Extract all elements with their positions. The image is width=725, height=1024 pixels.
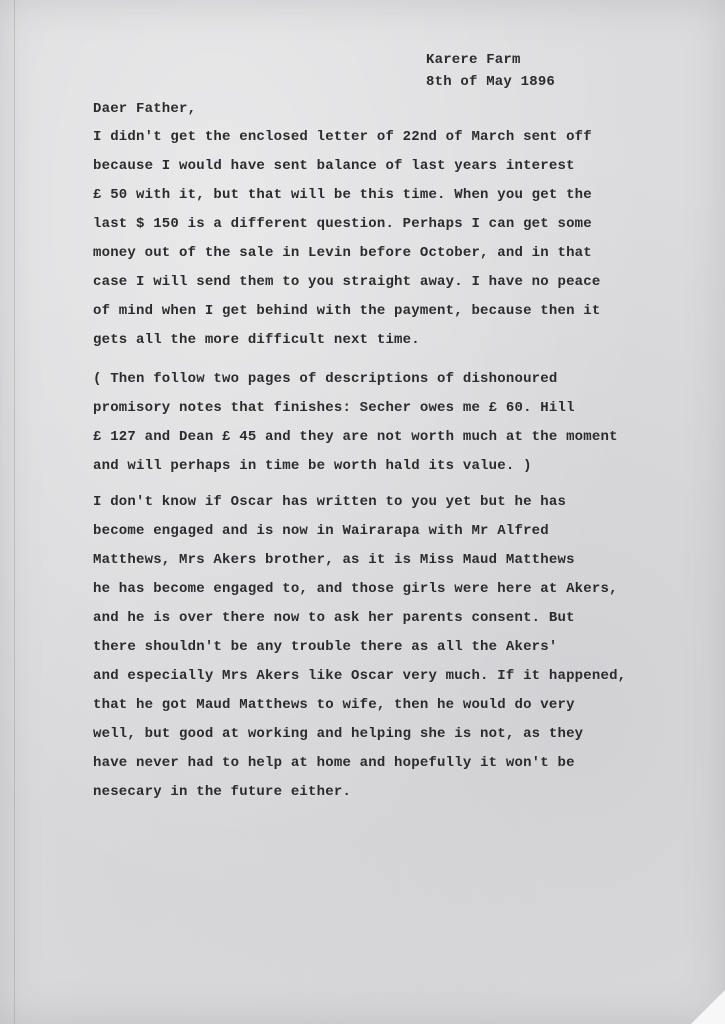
folded-corner — [691, 990, 725, 1024]
text-line: I don't know if Oscar has written to you yet but he has — [93, 494, 567, 510]
text-line: become engaged and is now in Wairarapa with Mr Alfred — [93, 523, 549, 539]
text-line: and he is over there now to ask her parents consent. But — [93, 610, 575, 626]
text-line: case I will send them to you straight away. I have no peace — [93, 274, 601, 290]
letter-date: 8th of May 1896 — [426, 74, 556, 90]
text-line: and will perhaps in time be worth hald its value. ) — [93, 458, 532, 474]
paragraph-3 — [93, 488, 626, 807]
page-fold-line — [14, 0, 15, 1024]
text-line: of mind when I get behind with the payment, because then it — [93, 303, 601, 319]
text-line: £ 50 with it, but that will be this time. When you get the — [93, 187, 592, 203]
text-line: that he got Maud Matthews to wife, then he would do very — [93, 697, 575, 713]
text-line: money out of the sale in Levin before October, and in that — [93, 245, 592, 261]
text-line: Matthews, Mrs Akers brother, as it is Miss Maud Matthews — [93, 552, 575, 568]
text-line: because I would have sent balance of last years interest — [93, 158, 575, 174]
paragraph-1 — [93, 123, 600, 355]
text-line: I didn't get the enclosed letter of 22nd of March sent off — [93, 129, 592, 145]
text-line: nesecary in the future either. — [93, 784, 352, 800]
text-line: promisory notes that finishes: Secher owes me £ 60. Hill — [93, 400, 575, 416]
text-line: and especially Mrs Akers like Oscar very much. If it happened, — [93, 668, 627, 684]
text-line: have never had to help at home and hopefully it won't be — [93, 755, 575, 771]
text-line: £ 127 and Dean £ 45 and they are not worth much at the moment — [93, 429, 618, 445]
text-line: he has become engaged to, and those girls were here at Akers, — [93, 581, 618, 597]
text-line: well, but good at working and helping she is not, as they — [93, 726, 584, 742]
paragraph-2 — [93, 365, 618, 481]
text-line: ( Then follow two pages of descriptions of dishonoured — [93, 371, 558, 387]
letter-place: Karere Farm — [426, 52, 521, 68]
text-line: gets all the more difficult next time. — [93, 332, 420, 348]
letter-salutation: Daer Father, — [93, 101, 197, 117]
text-line: there shouldn't be any trouble there as all the Akers' — [93, 639, 558, 655]
text-line: last $ 150 is a different question. Perhaps I can get some — [93, 216, 592, 232]
